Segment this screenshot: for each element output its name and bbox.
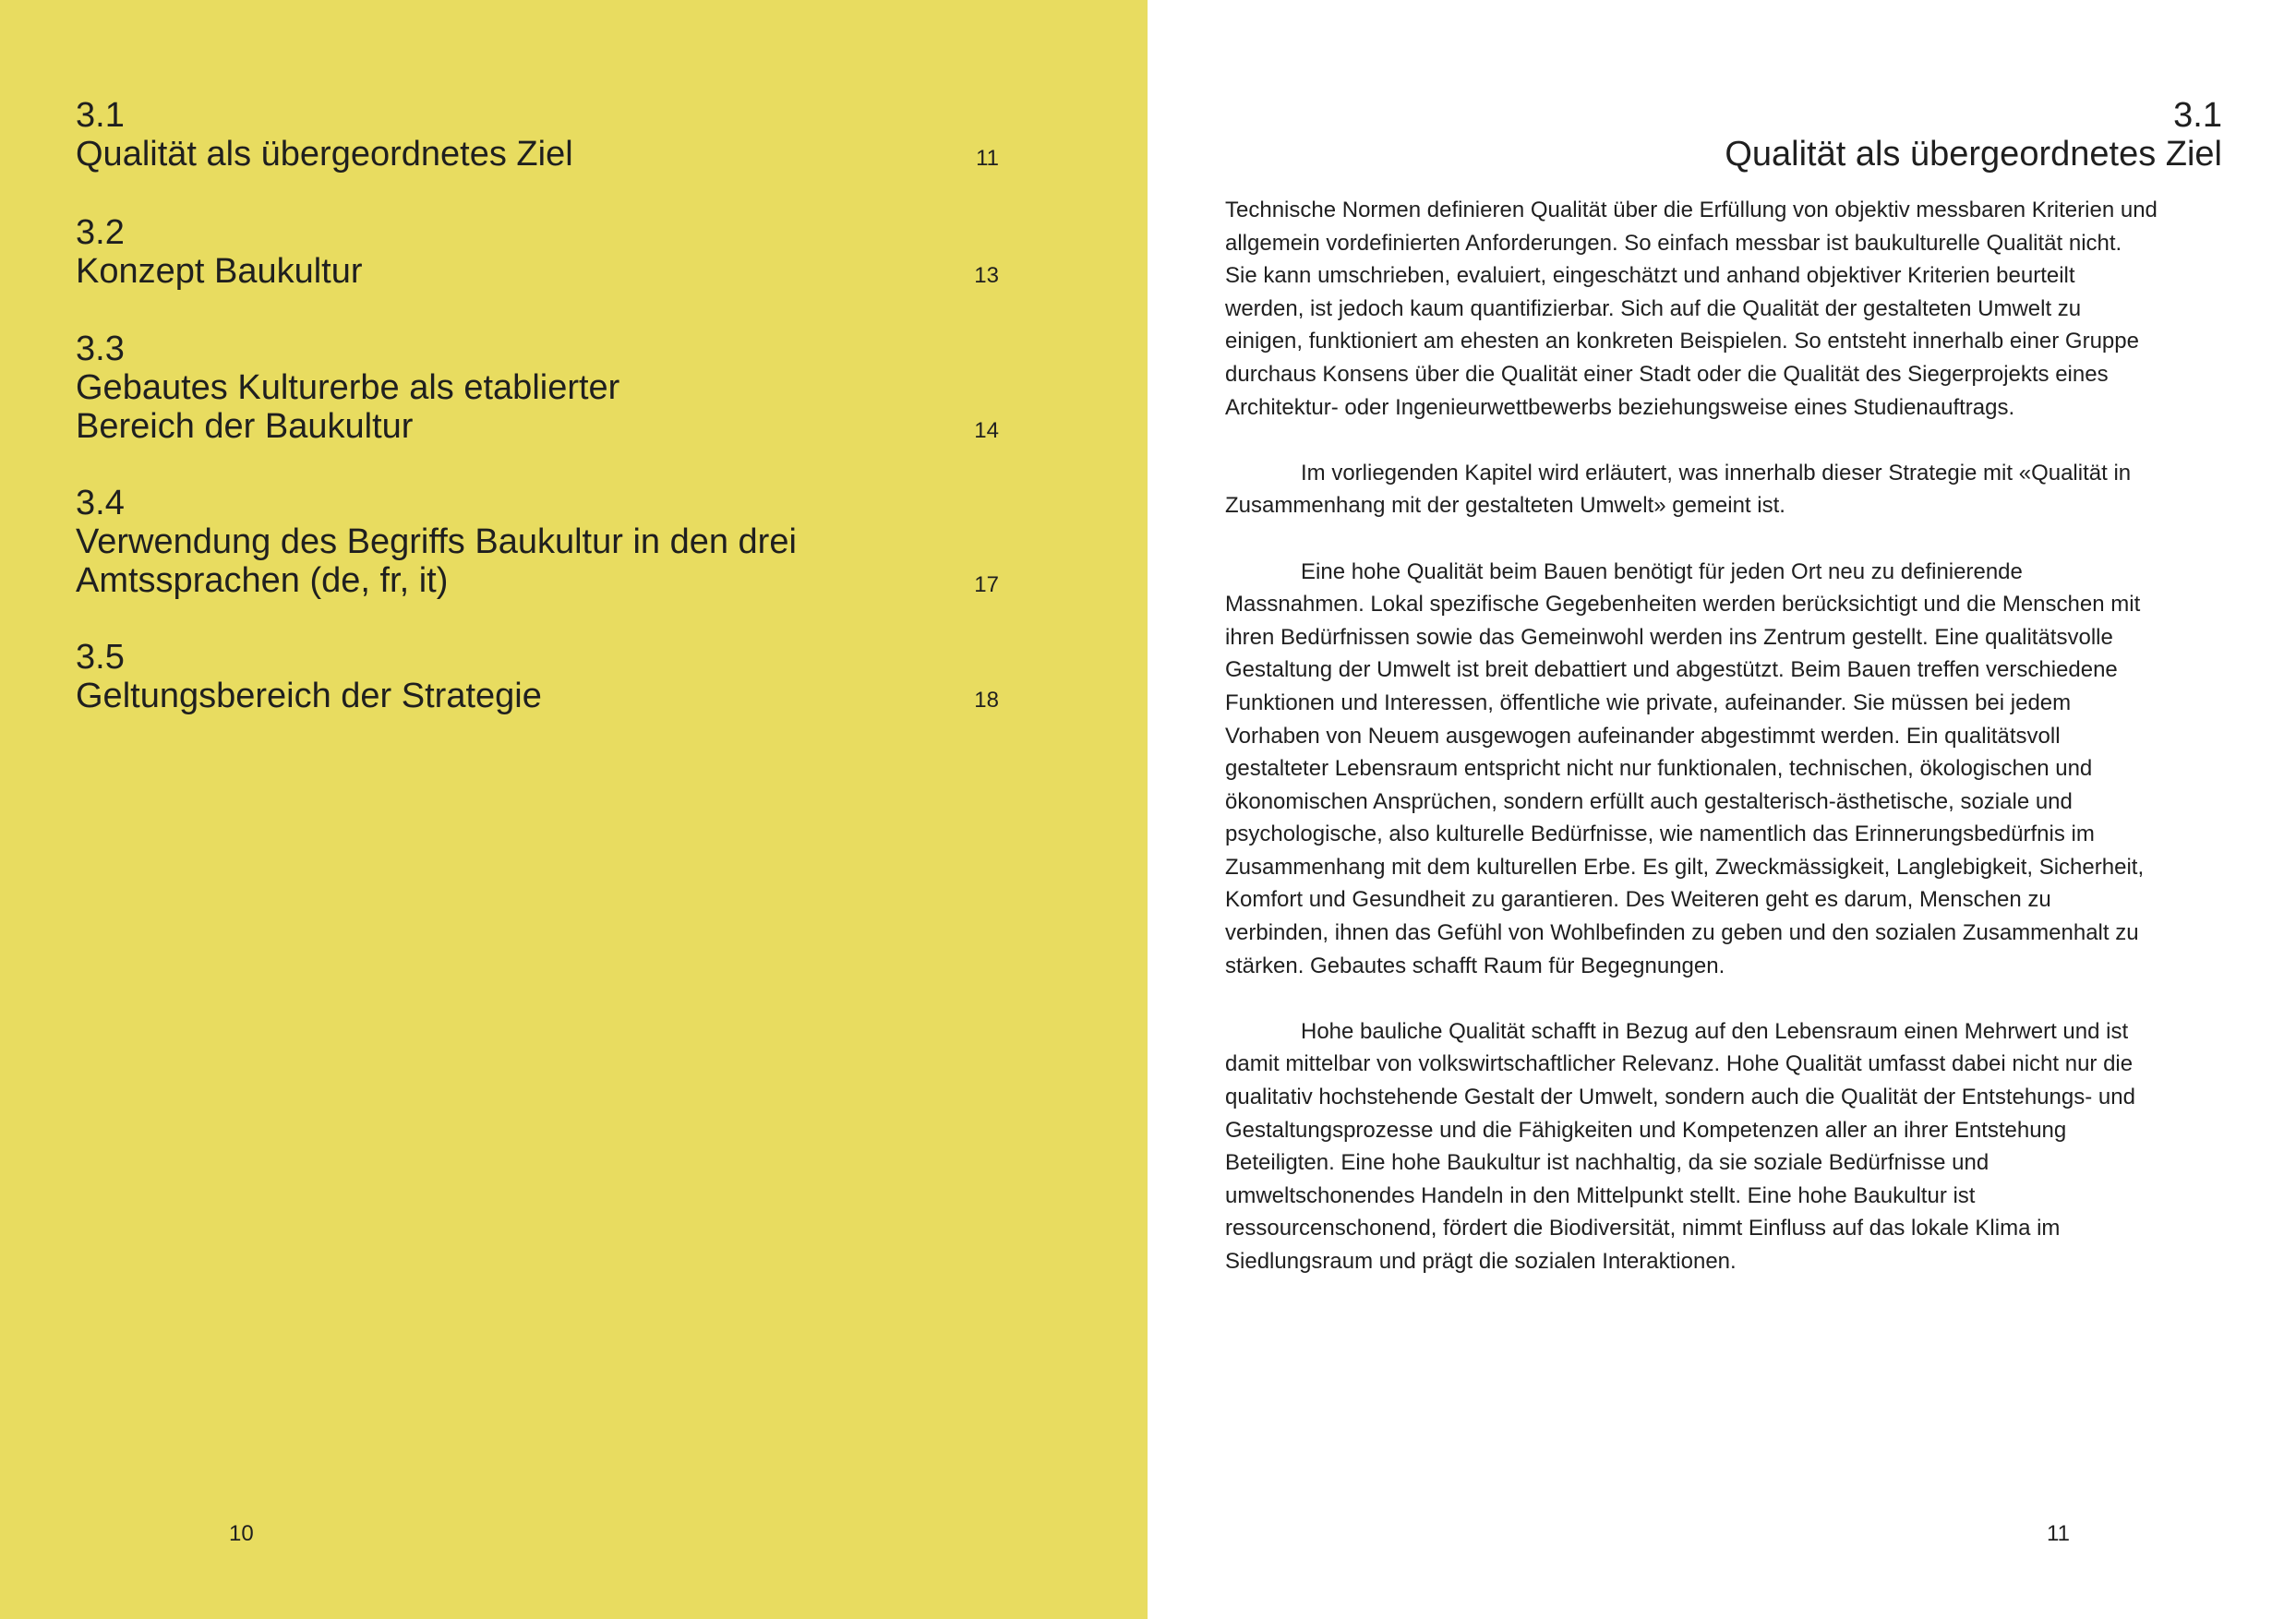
toc-entry-page: 17	[974, 572, 999, 597]
toc-entry-number: 3.1	[76, 96, 125, 135]
toc-entry-title: Gebautes Kulturerbe als etablierter Bereich der Baukultur	[76, 368, 620, 446]
toc-entry-title: Geltungsbereich der Strategie	[76, 677, 542, 715]
page-number: 10	[229, 1521, 254, 1546]
paragraph: Hohe bauliche Qualität schafft in Bezug auf den Lebensraum einen Mehrwert und ist damit mittelbar von volkswirtschaftlicher Relevanz. Hohe Qualität umfasst dabei nicht nur die qualitativ hochstehende Gestalt der Umwelt, sondern auch die Qualität der Entstehungs- und Gestaltungsprozesse und die Fähigkeiten und Kompetenzen aller an ihrer Entstehung Beteiligten. Eine hohe Baukultur ist nachhaltig, da sie soziale Bedürfnisse und umweltschonendes Handeln in den Mittelpunkt stellt. Eine hohe Baukultur ist ressourcenschonend, fördert die Biodiversität, nimmt Einfluss auf das lokale Klima im Siedlungsraum und prägt die sozialen Interaktionen.	[1225, 1018, 2135, 1274]
toc-entry[interactable]	[76, 330, 999, 446]
toc-entry-number: 3.5	[76, 638, 125, 677]
section-title: Qualität als übergeordnetes Ziel	[1725, 135, 2222, 174]
toc-entry-number: 3.4	[76, 484, 125, 522]
page-number: 11	[2047, 1521, 2070, 1546]
toc-entry-page: 18	[974, 688, 999, 713]
toc-entry[interactable]	[76, 638, 999, 715]
toc-entry-page: 13	[974, 263, 999, 288]
toc-entry[interactable]	[76, 213, 999, 291]
body-text	[1225, 194, 2158, 1311]
section-heading	[1725, 96, 2222, 174]
toc-entry-number: 3.3	[76, 330, 125, 368]
paragraph: Im vorliegenden Kapitel wird erläutert, was innerhalb dieser Strategie mit «Qualität in Zusammenhang mit der gestalteten Umwelt» gemeint ist.	[1225, 460, 2132, 519]
section-number: 3.1	[2173, 96, 2222, 135]
paragraph: Technische Normen definieren Qualität über die Erfüllung von objektiv messbaren Kriterien und allgemein vordefinierten Anforderungen. So einfach messbar ist baukulturelle Qualität nicht. Sie kann umschrieben, evaluiert, eingeschätzt und anhand objektiver Kriterien beurteilt werden, ist jedoch kaum quantifizierbar. Sich auf die Qualität der gestalteten Umwelt zu einigen, funktioniert am ehesten an konkreten Beispielen. So entsteht innerhalb einer Gruppe durchaus Konsens über die Qualität einer Stadt oder die Qualität des Siegerprojekts eines Architektur- oder Ingenieurwettbewerbs beziehungsweise eines Studienauftrags.	[1225, 198, 2158, 420]
toc-entry[interactable]	[76, 484, 999, 600]
toc-entry-page: 11	[976, 146, 999, 171]
toc-entry[interactable]	[76, 96, 999, 174]
toc-entry-title: Konzept Baukultur	[76, 252, 363, 291]
toc-entry-title: Verwendung des Begriffs Baukultur in den drei Amtssprachen (de, fr, it)	[76, 522, 797, 600]
toc-entry-page: 14	[974, 418, 999, 443]
paragraph: Eine hohe Qualität beim Bauen benötigt für jeden Ort neu zu definierende Massnahmen. Lokal spezifische Gegebenheiten werden berücksichtigt und die Menschen mit ihren Bedürfnissen sowie das Gemeinwohl werden ins Zentrum gestellt. Eine qualitätsvolle Gestaltung der Umwelt ist breit debattiert und abgestützt. Beim Bauen treffen verschiedene Funktionen und Interessen, öffentliche wie private, aufeinander. Sie müssen bei jedem Vorhaben von Neuem ausgewogen aufeinander abgestimmt werden. Ein qualitätsvoll gestalteter Lebensraum entspricht nicht nur funktionalen, technischen, ökologischen und ökonomischen Ansprüchen, sondern erfüllt auch gestalterisch-ästhetische, soziale und psychologische, also kulturelle Bedürfnisse, wie namentlich das Erinnerungsbedürfnis im Zusammenhang mit dem kulturellen Erbe. Es gilt, Zweckmässigkeit, Langlebigkeit, Sicherheit, Komfort und Gesundheit zu garantieren. Des Weiteren geht es darum, Menschen zu verbinden, ihnen das Gefühl von Wohlbefinden zu geben und den sozialen Zusammenhalt zu stärken. Gebautes schafft Raum für Begegnungen.	[1225, 558, 2145, 978]
toc-entry-title: Qualität als übergeordnetes Ziel	[76, 135, 573, 174]
toc-entry-number: 3.2	[76, 213, 125, 252]
